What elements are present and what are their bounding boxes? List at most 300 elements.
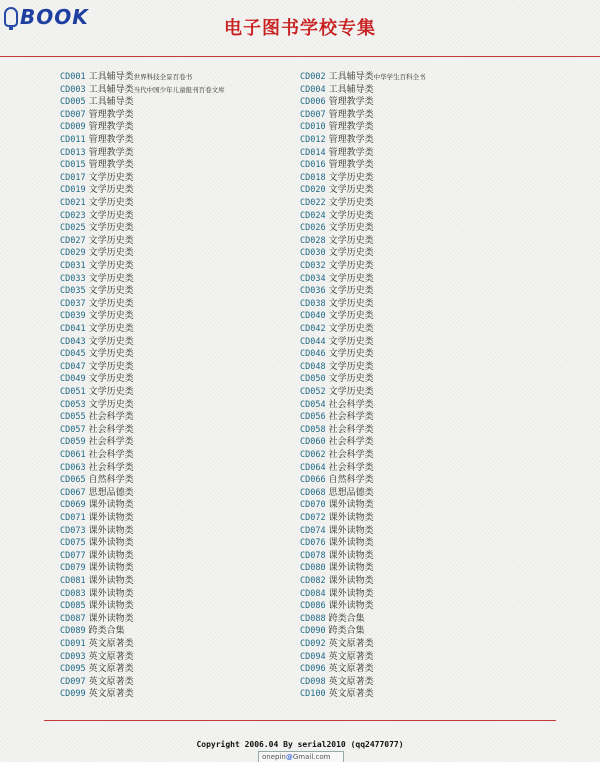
entry-category[interactable]: 管理教学类 [328,97,374,108]
catalog-entry[interactable] [300,336,374,349]
entry-category[interactable]: 文学历史类 [88,311,134,322]
entry-code-link[interactable]: CD037 [60,298,86,309]
entry-category[interactable]: 英文原著类 [88,639,134,649]
catalog-entry[interactable] [60,210,134,223]
entry-code-link[interactable]: CD035 [60,286,86,297]
catalog-entry[interactable] [300,348,374,361]
entry-category[interactable]: 文学历史类 [328,235,374,246]
entry-code-link[interactable]: CD098 [300,676,326,687]
entry-category[interactable]: 管理教学类 [328,109,374,120]
catalog-entry[interactable] [60,273,134,286]
entry-category[interactable]: 文学历史类 [88,374,134,385]
catalog-entry[interactable] [60,84,225,97]
catalog-entry[interactable] [300,613,365,626]
catalog-entry[interactable] [60,588,134,601]
catalog-entry[interactable] [300,197,374,210]
entry-code-link[interactable]: CD031 [60,261,86,271]
entry-code-link[interactable]: CD067 [60,487,86,498]
catalog-entry[interactable] [60,71,192,84]
catalog-entry[interactable] [60,298,134,311]
entry-code-link[interactable]: CD071 [60,513,86,523]
entry-code-link[interactable]: CD004 [300,84,326,95]
catalog-entry[interactable] [60,449,134,462]
entry-category[interactable]: 工具辅导类 [88,84,134,95]
catalog-entry[interactable] [60,600,134,613]
entry-code-link[interactable]: CD009 [60,122,86,133]
entry-code-link[interactable]: CD077 [60,550,86,561]
entry-code-link[interactable]: CD026 [300,223,326,234]
entry-code-link[interactable]: CD027 [60,235,86,246]
entry-code-link[interactable]: CD078 [300,550,326,561]
catalog-entry[interactable] [60,247,134,260]
catalog-entry[interactable] [60,525,134,538]
entry-code-link[interactable]: CD090 [300,626,326,637]
entry-code-link[interactable]: CD097 [60,676,86,687]
catalog-entry[interactable] [300,147,374,160]
entry-category[interactable]: 文学历史类 [328,336,374,347]
entry-code-link[interactable]: CD095 [60,664,86,675]
entry-code-link[interactable]: CD088 [300,613,326,624]
entry-category[interactable]: 英文原著类 [328,676,374,687]
entry-category[interactable]: 课外读物类 [88,538,134,549]
catalog-entry[interactable] [60,121,134,134]
catalog-entry[interactable] [300,399,374,412]
entry-code-link[interactable]: CD087 [60,613,86,624]
entry-code-link[interactable]: CD057 [60,424,86,435]
entry-category[interactable]: 课外读物类 [88,500,134,511]
entry-code-link[interactable]: CD089 [60,626,86,637]
entry-category[interactable]: 文学历史类 [88,172,134,183]
entry-category[interactable]: 英文原著类 [88,689,134,700]
catalog-entry[interactable] [300,474,374,487]
catalog-entry[interactable] [60,285,134,298]
entry-code-link[interactable]: CD062 [300,450,326,460]
entry-code-link[interactable]: CD013 [60,147,86,158]
catalog-entry[interactable] [60,386,134,399]
entry-code-link[interactable]: CD030 [300,248,326,259]
catalog-entry[interactable] [300,588,374,601]
entry-code-link[interactable]: CD099 [60,689,86,700]
entry-code-link[interactable]: CD096 [300,664,326,675]
catalog-entry[interactable] [60,109,134,122]
entry-code-link[interactable]: CD065 [60,475,86,486]
catalog-entry[interactable] [60,399,134,412]
entry-code-link[interactable]: CD002 [300,72,326,82]
entry-category[interactable]: 课外读物类 [328,601,374,612]
entry-code-link[interactable]: CD032 [300,261,326,271]
entry-code-link[interactable]: CD007 [60,109,86,120]
entry-category[interactable]: 工具辅导类 [88,97,134,108]
entry-category[interactable]: 管理教学类 [88,122,134,133]
catalog-entry[interactable] [60,537,134,550]
entry-category[interactable]: 文学历史类 [88,324,134,334]
entry-category[interactable]: 文学历史类 [88,198,134,208]
entry-code-link[interactable]: CD100 [300,689,326,700]
entry-category[interactable]: 文学历史类 [328,210,374,221]
entry-category[interactable]: 文学历史类 [328,324,374,334]
entry-code-link[interactable]: CD046 [300,349,326,360]
entry-code-link[interactable]: CD045 [60,349,86,360]
entry-category[interactable]: 文学历史类 [328,286,374,297]
catalog-entry[interactable] [300,600,374,613]
catalog-entry[interactable] [60,676,134,689]
catalog-entry[interactable] [60,512,134,525]
entry-category[interactable]: 文学历史类 [88,210,134,221]
catalog-entry[interactable] [300,462,374,475]
entry-category[interactable]: 文学历史类 [88,399,134,410]
entry-category[interactable]: 跨类合集 [88,626,125,637]
entry-code-link[interactable]: CD055 [60,412,86,423]
catalog-entry[interactable] [300,260,374,273]
catalog-entry[interactable] [300,638,374,651]
entry-code-link[interactable]: CD052 [300,387,326,397]
catalog-entry[interactable] [60,184,134,197]
entry-code-link[interactable]: CD094 [300,651,326,662]
catalog-entry[interactable] [300,84,374,97]
entry-code-link[interactable]: CD033 [60,273,86,284]
catalog-entry[interactable] [300,172,374,185]
entry-category[interactable]: 社会科学类 [88,437,134,448]
catalog-entry[interactable] [300,625,365,638]
entry-code-link[interactable]: CD069 [60,500,86,511]
catalog-entry[interactable] [300,96,374,109]
entry-category[interactable]: 社会科学类 [328,424,374,435]
catalog-entry[interactable] [60,499,134,512]
catalog-entry[interactable] [60,424,134,437]
entry-code-link[interactable]: CD014 [300,147,326,158]
entry-code-link[interactable]: CD017 [60,172,86,183]
entry-code-link[interactable]: CD072 [300,513,326,523]
entry-category[interactable]: 文学历史类 [328,248,374,259]
entry-category[interactable]: 课外读物类 [88,525,134,536]
entry-category[interactable]: 文学历史类 [88,349,134,360]
entry-category[interactable]: 文学历史类 [328,172,374,183]
entry-code-link[interactable]: CD044 [300,336,326,347]
entry-code-link[interactable]: CD075 [60,538,86,549]
catalog-entry[interactable] [300,499,374,512]
catalog-entry[interactable] [60,411,134,424]
entry-code-link[interactable]: CD059 [60,437,86,448]
entry-category[interactable]: 管理教学类 [88,109,134,120]
entry-code-link[interactable]: CD054 [300,399,326,410]
entry-category[interactable]: 课外读物类 [328,538,374,549]
catalog-entry[interactable] [300,298,374,311]
entry-category[interactable]: 管理教学类 [328,135,374,145]
gmail-badge[interactable] [258,751,344,762]
catalog-entry[interactable] [60,487,134,500]
entry-code-link[interactable]: CD086 [300,601,326,612]
entry-code-link[interactable]: CD058 [300,424,326,435]
entry-code-link[interactable]: CD040 [300,311,326,322]
entry-code-link[interactable]: CD001 [60,72,86,82]
catalog-entry[interactable] [60,96,134,109]
site-logo[interactable] [4,3,89,31]
entry-category[interactable]: 课外读物类 [328,513,374,523]
entry-code-link[interactable]: CD051 [60,387,86,397]
catalog-entry[interactable] [300,525,374,538]
catalog-entry[interactable] [60,159,134,172]
catalog-entry[interactable] [60,575,134,588]
entry-category[interactable]: 文学历史类 [88,235,134,246]
entry-category[interactable]: 社会科学类 [88,450,134,460]
catalog-entry[interactable] [60,134,134,147]
catalog-entry[interactable] [300,386,374,399]
entry-category[interactable]: 文学历史类 [88,361,134,372]
entry-code-link[interactable]: CD010 [300,122,326,133]
entry-category[interactable]: 课外读物类 [88,513,134,523]
entry-category[interactable]: 管理教学类 [328,147,374,158]
entry-category[interactable]: 社会科学类 [328,399,374,410]
entry-code-link[interactable]: CD012 [300,135,326,145]
entry-category[interactable]: 文学历史类 [328,298,374,309]
entry-code-link[interactable]: CD080 [300,563,326,574]
entry-category[interactable]: 工具辅导类 [328,84,374,95]
catalog-entry[interactable] [300,676,374,689]
entry-category[interactable]: 英文原著类 [88,676,134,687]
entry-code-link[interactable]: CD093 [60,651,86,662]
entry-code-link[interactable]: CD047 [60,361,86,372]
catalog-entry[interactable] [300,550,374,563]
entry-category[interactable]: 文学历史类 [88,261,134,271]
entry-code-link[interactable]: CD007 [300,109,326,120]
catalog-entry[interactable] [60,625,125,638]
entry-category[interactable]: 社会科学类 [328,412,374,423]
catalog-entry[interactable] [60,562,134,575]
entry-code-link[interactable]: CD021 [60,198,86,208]
entry-category[interactable]: 课外读物类 [88,550,134,561]
entry-code-link[interactable]: CD005 [60,97,86,108]
entry-code-link[interactable]: CD048 [300,361,326,372]
entry-category[interactable]: 英文原著类 [328,689,374,700]
entry-category[interactable]: 文学历史类 [328,273,374,284]
entry-code-link[interactable]: CD036 [300,286,326,297]
entry-category[interactable]: 文学历史类 [328,311,374,322]
catalog-entry[interactable] [60,222,134,235]
entry-code-link[interactable]: CD015 [60,160,86,171]
entry-code-link[interactable]: CD074 [300,525,326,536]
catalog-entry[interactable] [60,172,134,185]
entry-code-link[interactable]: CD061 [60,450,86,460]
catalog-entry[interactable] [300,235,374,248]
entry-code-link[interactable]: CD079 [60,563,86,574]
entry-category[interactable]: 文学历史类 [328,261,374,271]
catalog-entry[interactable] [300,159,374,172]
catalog-entry[interactable] [300,134,374,147]
entry-code-link[interactable]: CD082 [300,576,326,586]
catalog-entry[interactable] [300,285,374,298]
entry-code-link[interactable]: CD006 [300,97,326,108]
entry-code-link[interactable]: CD025 [60,223,86,234]
entry-code-link[interactable]: CD018 [300,172,326,183]
catalog-entry[interactable] [60,550,134,563]
entry-category[interactable]: 文学历史类 [328,223,374,234]
entry-code-link[interactable]: CD028 [300,235,326,246]
entry-code-link[interactable]: CD056 [300,412,326,423]
entry-code-link[interactable]: CD038 [300,298,326,309]
entry-code-link[interactable]: CD092 [300,639,326,649]
entry-category[interactable]: 文学历史类 [88,387,134,397]
entry-code-link[interactable]: CD064 [300,462,326,473]
catalog-entry[interactable] [60,348,134,361]
entry-category[interactable]: 社会科学类 [328,450,374,460]
entry-category[interactable]: 文学历史类 [88,185,134,196]
catalog-entry[interactable] [300,222,374,235]
catalog-entry[interactable] [300,323,374,336]
entry-category[interactable]: 文学历史类 [88,248,134,259]
entry-code-link[interactable]: CD063 [60,462,86,473]
catalog-entry[interactable] [300,487,374,500]
catalog-entry[interactable] [60,361,134,374]
entry-code-link[interactable]: CD049 [60,374,86,385]
catalog-entry[interactable] [300,310,374,323]
catalog-entry[interactable] [300,109,374,122]
catalog-entry[interactable] [300,537,374,550]
entry-category[interactable]: 文学历史类 [88,336,134,347]
entry-category[interactable]: 课外读物类 [328,525,374,536]
entry-category[interactable]: 课外读物类 [328,500,374,511]
entry-category[interactable]: 课外读物类 [328,588,374,599]
entry-code-link[interactable]: CD083 [60,588,86,599]
entry-category[interactable]: 管理教学类 [88,160,134,171]
catalog-entry[interactable] [300,247,374,260]
entry-code-link[interactable]: CD091 [60,639,86,649]
entry-category[interactable]: 英文原著类 [88,664,134,675]
entry-code-link[interactable]: CD020 [300,185,326,196]
entry-category[interactable]: 自然科学类 [88,475,134,486]
entry-code-link[interactable]: CD070 [300,500,326,511]
catalog-entry[interactable] [60,235,134,248]
catalog-entry[interactable] [300,361,374,374]
catalog-entry[interactable] [60,373,134,386]
catalog-entry[interactable] [60,474,134,487]
catalog-entry[interactable] [60,651,134,664]
entry-category[interactable]: 英文原著类 [328,651,374,662]
entry-category[interactable]: 管理教学类 [88,135,134,145]
catalog-entry[interactable] [60,323,134,336]
entry-code-link[interactable]: CD024 [300,210,326,221]
entry-code-link[interactable]: CD019 [60,185,86,196]
entry-code-link[interactable]: CD042 [300,324,326,334]
entry-code-link[interactable]: CD003 [60,84,86,95]
entry-category[interactable]: 文学历史类 [328,185,374,196]
entry-code-link[interactable]: CD073 [60,525,86,536]
catalog-entry[interactable] [60,638,134,651]
entry-category[interactable]: 社会科学类 [328,462,374,473]
entry-code-link[interactable]: CD068 [300,487,326,498]
catalog-entry[interactable] [300,575,374,588]
entry-category[interactable]: 自然科学类 [328,475,374,486]
catalog-entry[interactable] [300,436,374,449]
entry-category[interactable]: 课外读物类 [88,563,134,574]
catalog-entry[interactable] [300,512,374,525]
entry-category[interactable]: 社会科学类 [88,462,134,473]
entry-category[interactable]: 课外读物类 [88,613,134,624]
entry-code-link[interactable]: CD066 [300,475,326,486]
entry-code-link[interactable]: CD034 [300,273,326,284]
entry-code-link[interactable]: CD053 [60,399,86,410]
entry-category[interactable]: 管理教学类 [328,122,374,133]
entry-category[interactable]: 文学历史类 [88,223,134,234]
catalog-entry[interactable] [300,449,374,462]
catalog-entry[interactable] [300,562,374,575]
entry-code-link[interactable]: CD084 [300,588,326,599]
catalog-entry[interactable] [300,184,374,197]
catalog-entry[interactable] [300,688,374,701]
entry-category[interactable]: 课外读物类 [88,588,134,599]
entry-category[interactable]: 社会科学类 [88,424,134,435]
catalog-entry[interactable] [300,663,374,676]
entry-category[interactable]: 英文原著类 [88,651,134,662]
entry-code-link[interactable]: CD076 [300,538,326,549]
entry-category[interactable]: 思想品德类 [328,487,374,498]
entry-category[interactable]: 文学历史类 [328,198,374,208]
entry-code-link[interactable]: CD023 [60,210,86,221]
catalog-entry[interactable] [60,663,134,676]
catalog-entry[interactable] [60,260,134,273]
entry-code-link[interactable]: CD016 [300,160,326,171]
entry-category[interactable]: 文学历史类 [88,286,134,297]
entry-code-link[interactable]: CD041 [60,324,86,334]
entry-category[interactable]: 思想品德类 [88,487,134,498]
entry-code-link[interactable]: CD011 [60,135,86,145]
entry-category[interactable]: 文学历史类 [88,298,134,309]
entry-category[interactable]: 管理教学类 [328,160,374,171]
entry-category[interactable]: 课外读物类 [328,576,374,586]
entry-category[interactable]: 文学历史类 [328,361,374,372]
catalog-entry[interactable] [300,273,374,286]
entry-code-link[interactable]: CD029 [60,248,86,259]
entry-category[interactable]: 跨类合集 [328,626,365,637]
catalog-entry[interactable] [60,436,134,449]
catalog-entry[interactable] [300,121,374,134]
entry-category[interactable]: 课外读物类 [328,550,374,561]
catalog-entry[interactable] [300,411,374,424]
entry-category[interactable]: 英文原著类 [328,639,374,649]
entry-code-link[interactable]: CD050 [300,374,326,385]
catalog-entry[interactable] [60,462,134,475]
catalog-entry[interactable] [60,147,134,160]
catalog-entry[interactable] [300,424,374,437]
entry-category[interactable]: 管理教学类 [88,147,134,158]
catalog-entry[interactable] [60,310,134,323]
entry-category[interactable]: 工具辅导类 [88,72,134,82]
entry-code-link[interactable]: CD039 [60,311,86,322]
entry-code-link[interactable]: CD022 [300,198,326,208]
entry-category[interactable]: 课外读物类 [88,576,134,586]
catalog-entry[interactable] [300,71,426,84]
entry-category[interactable]: 文学历史类 [88,273,134,284]
entry-code-link[interactable]: CD060 [300,437,326,448]
entry-category[interactable]: 课外读物类 [328,563,374,574]
catalog-entry[interactable] [60,688,134,701]
catalog-entry[interactable] [60,336,134,349]
entry-category[interactable]: 课外读物类 [88,601,134,612]
entry-category[interactable]: 文学历史类 [328,349,374,360]
entry-code-link[interactable]: CD085 [60,601,86,612]
entry-code-link[interactable]: CD081 [60,576,86,586]
entry-category[interactable]: 社会科学类 [328,437,374,448]
entry-category[interactable]: 工具辅导类 [328,72,374,82]
catalog-entry[interactable] [300,651,374,664]
catalog-entry[interactable] [300,373,374,386]
catalog-entry[interactable] [60,613,134,626]
entry-category[interactable]: 文学历史类 [328,387,374,397]
catalog-entry[interactable] [300,210,374,223]
catalog-entry[interactable] [60,197,134,210]
entry-category[interactable]: 文学历史类 [328,374,374,385]
entry-category[interactable]: 社会科学类 [88,412,134,423]
entry-category[interactable]: 跨类合集 [328,613,365,624]
